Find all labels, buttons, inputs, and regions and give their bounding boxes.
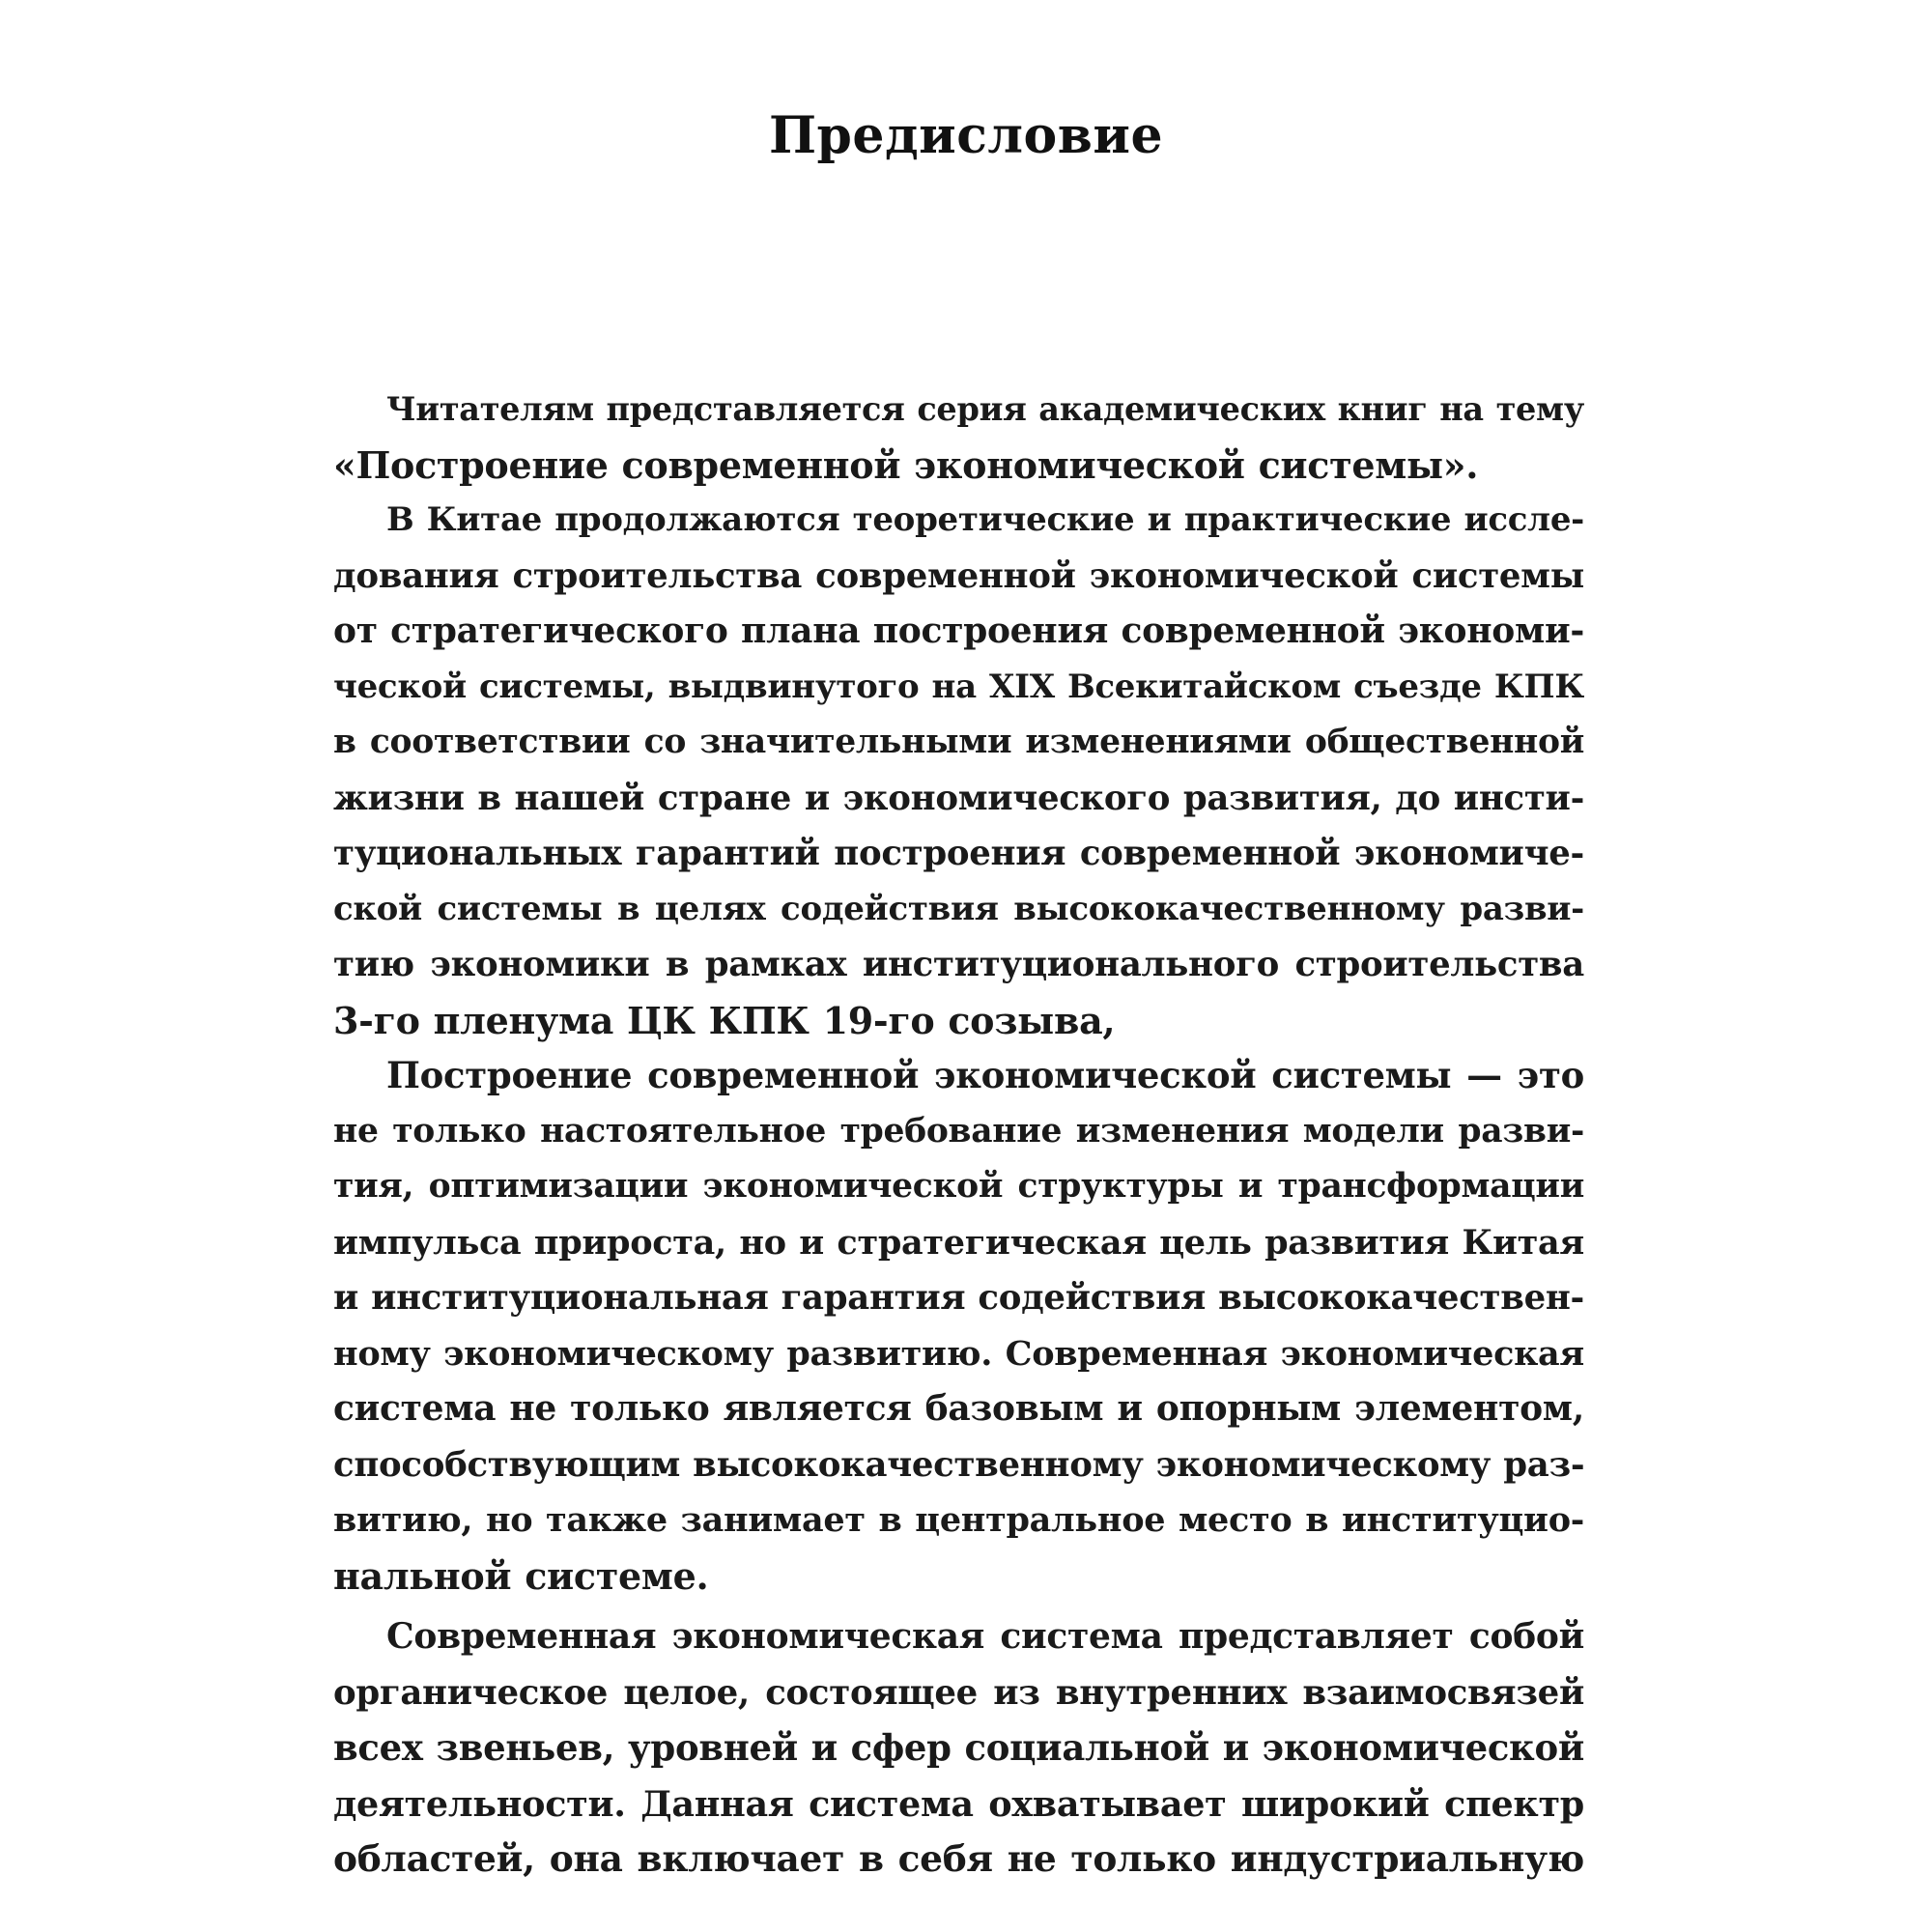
text-line: Современная экономическая система представляет собой (386, 1616, 1584, 1657)
text-line: жизни в нашей стране и экономического развития, до инсти- (333, 778, 1584, 818)
text-line: деятельности. Данная система охватывает широкий спектр (333, 1782, 1584, 1825)
text-line: в соответствии со значительными изменениями общественной (333, 723, 1584, 761)
text-line: система не только является базовым и опорным элементом, (333, 1388, 1584, 1429)
text-line: тия, оптимизации экономической структуры и трансформации (333, 1167, 1584, 1206)
text-line: нальной системе. (333, 1553, 709, 1598)
paragraph (333, 382, 1584, 493)
page-body (333, 382, 1584, 1888)
text-line: 3-го пленума ЦК КПК 19-го созыва, (333, 998, 1116, 1042)
paragraph (333, 1048, 1584, 1604)
text-line: «Построение современной экономической системы». (333, 442, 1479, 487)
paragraph (333, 493, 1584, 1048)
text-line: способствующим высококачественному экономическому раз- (333, 1444, 1585, 1485)
text-line: ческой системы, выдвинутого на XIX Всекитайском съезде КПК (333, 667, 1584, 706)
text-line: ному экономическому развитию. Современная экономическая (333, 1333, 1584, 1374)
text-line: и институциональная гарантия содействия высококачествен- (333, 1278, 1584, 1318)
text-line: туциональных гарантий построения современной экономиче- (333, 834, 1584, 873)
text-line: дования строительства современной экономической системы (333, 555, 1584, 596)
text-line: тию экономики в рамках институционального строительства (333, 945, 1584, 984)
text-line: импульса прироста, но и стратегическая цель развития Китая (333, 1222, 1584, 1263)
text-line: Читателям представляется серия академических книг на тему (386, 390, 1584, 428)
text-line: органическое целое, состоящее из внутренних взаимосвязей (333, 1672, 1584, 1713)
text-line: от стратегического плана построения современной экономи- (333, 611, 1584, 651)
text-line: всех звеньев, уровней и сфер социальной и экономической (333, 1726, 1584, 1769)
text-line: Построение современной экономической системы — это (386, 1054, 1584, 1096)
text-line: областей, она включает в себя не только индустриальную (333, 1837, 1584, 1880)
paragraph (333, 1609, 1584, 1888)
text-line: витию, но также занимает в центральное место в институцио- (333, 1500, 1584, 1540)
text-line: не только настоятельное требование изменения модели разви- (333, 1111, 1584, 1151)
text-line: ской системы в целях содействия высококачественному разви- (333, 889, 1584, 928)
page-title: Предисловие (768, 106, 1164, 165)
text-line: В Китае продолжаются теоретические и практические иссле- (386, 500, 1584, 539)
